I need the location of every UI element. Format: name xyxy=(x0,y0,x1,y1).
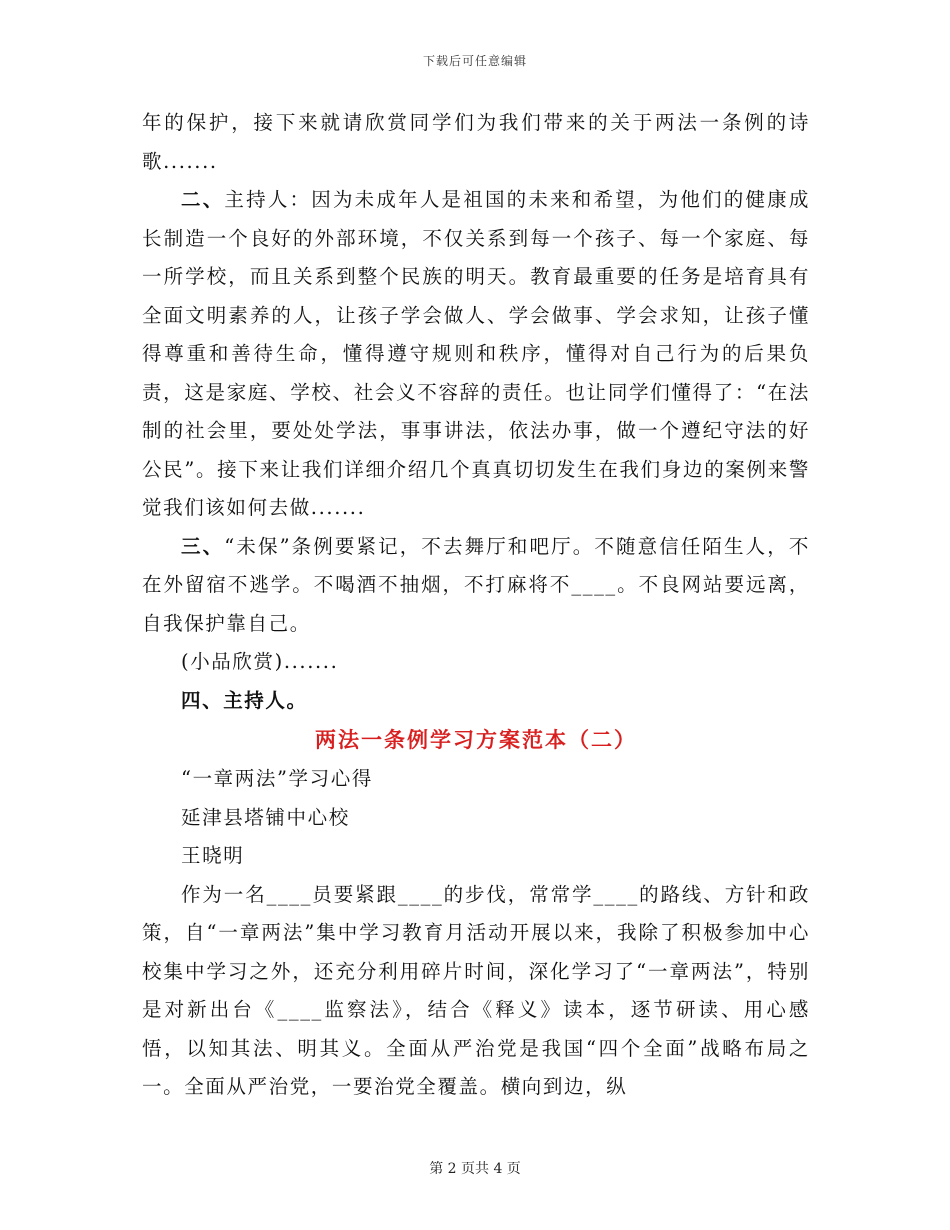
page-footer: 第 2 页共 4 页 xyxy=(429,1161,521,1177)
essay-title: “一章两法”学习心得 xyxy=(181,767,373,790)
paragraph-poem-intro: 年的保护，接下来就请欣赏同学们为我们带来的关于两法一条例的诗歌....... xyxy=(142,111,810,173)
author-name: 王晓明 xyxy=(181,844,245,867)
paragraph-host-two-text: 主持人：因为未成年人是祖国的未来和希望，为他们的健康成长制造一个良好的外部环境，不仅关系到每一个孩子、每一个家庭、每一所学校，而且关系到整个民族的明天。教育最重要的任务是培育具有全面文明素养的人，让孩子学会做人、学会做事、学会求知，让孩子懂得尊重和善待生命，懂得遵守规则和秩序，懂得对自己行为的后果负责，这是家庭、学校、社会义不容辞的责任。也让同学们懂得了：“在法制的社会里，要处处学法，事事讲法，依法办事，做一个遵纪守法的好公民”。接下来让我们详细介绍几个真真切切发生在我们身边的案例来警觉我们该如何去做....... xyxy=(142,188,810,519)
paragraph-rules-three-text: “未保”条例要紧记，不去舞厅和吧厅。不随意信任陌生人，不在外留宿不逃学。不喝酒不抽烟，不打麻将不____。不良网站要远离，自我保护靠自己。 xyxy=(142,534,810,635)
page-header: 下载后可任意编辑 xyxy=(422,54,527,68)
paragraph-host-two xyxy=(142,181,810,528)
paragraph-skit: (小品欣赏)....... xyxy=(181,650,339,673)
paragraph-rules-three xyxy=(142,528,810,644)
section-label-two: 二、 xyxy=(181,188,225,211)
paragraph-host-four: 四、主持人。 xyxy=(181,688,308,712)
section-title: 两法一条例学习方案范本（二） xyxy=(315,727,637,752)
document-body xyxy=(142,104,810,1107)
section-label-three: 三、 xyxy=(181,534,225,558)
author-school: 延津县塔铺中心校 xyxy=(181,805,350,829)
paragraph-essay-body: 作为一名____员要紧跟____的步伐，常常学____的路线、方针和政策，自“一章两法”集中学习教育月活动开展以来，我除了积极参加中心校集中学习之外，还充分利用碎片时间，深化学习了“一章两法”，特别是对新出台《____监察法》，结合《释义》读本，逐节研读、用心感悟，以知其法、明其义。全面从严治党是我国“四个全面”战略布局之一。全面从严治党，一要治党全覆盖。横向到边，纵 xyxy=(142,882,810,1098)
